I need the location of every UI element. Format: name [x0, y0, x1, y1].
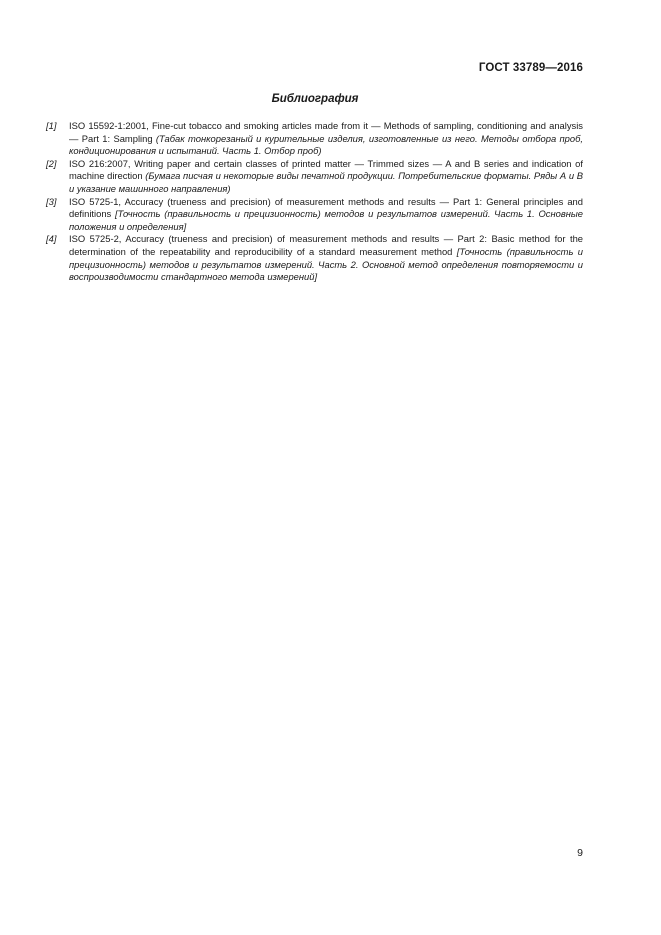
entry-text-en: ISO 216:2007, Writing paper and certain classes of printed matter — Trimmed sizes — A and B series and indication of machine direction: [69, 157, 583, 182]
entry-text-en: ISO 5725-1, Accuracy (trueness and precision) of measurement methods and results — Part 1: General principles and definitions: [69, 195, 583, 220]
page-title: Библиография: [271, 93, 359, 105]
entry-number: [3]: [46, 195, 57, 207]
bibliography-entry-4: [46, 233, 583, 283]
entry-text-ru: [Точность (правильность и прецизионность) методов и результатов измерений. Часть 1. Основные положения и определения]: [69, 208, 583, 232]
entry-text-ru: [Точность (правильность и прецизионность) методов и результатов измерений. Часть 2. Основной метод определения повторяемости и воспроизводимости стандартного метода измерений]: [69, 245, 583, 283]
bibliography-entry-1: [46, 120, 583, 158]
entry-text-ru: (Табак тонкорезаный и курительные изделия, изготовленные из него. Методы отбора проб, кондиционирования и испытаний. Часть 1. Отбор проб): [69, 132, 583, 157]
bibliography-entry-3: [46, 196, 583, 234]
entry-text: [69, 158, 583, 196]
entry-text: [69, 233, 583, 283]
document-code: ГОСТ 33789—2016: [478, 62, 583, 74]
entry-text: [69, 196, 583, 234]
entry-text: [69, 120, 583, 158]
entry-text-en: ISO 15592-1:2001, Fine-cut tobacco and smoking articles made from it — Methods of sampling, conditioning and analysis — Part 1: Sampling: [69, 120, 583, 144]
entry-text-en: ISO 5725-2, Accuracy (trueness and precision) of measurement methods and results — Part 2: Basic method for the determination of the repeatability and reproducibility of a standard measurement method: [69, 233, 583, 257]
entry-number: [4]: [46, 233, 57, 245]
entry-number: [1]: [46, 120, 57, 131]
page-number: 9: [577, 847, 583, 859]
bibliography-entry-2: [46, 158, 583, 196]
entry-number: [2]: [46, 157, 57, 169]
bibliography-list: [46, 120, 583, 284]
entry-text-ru: (Бумага писчая и некоторые виды печатной продукции. Потребительские форматы. Ряды А и В и указание машинного направления): [69, 170, 583, 194]
